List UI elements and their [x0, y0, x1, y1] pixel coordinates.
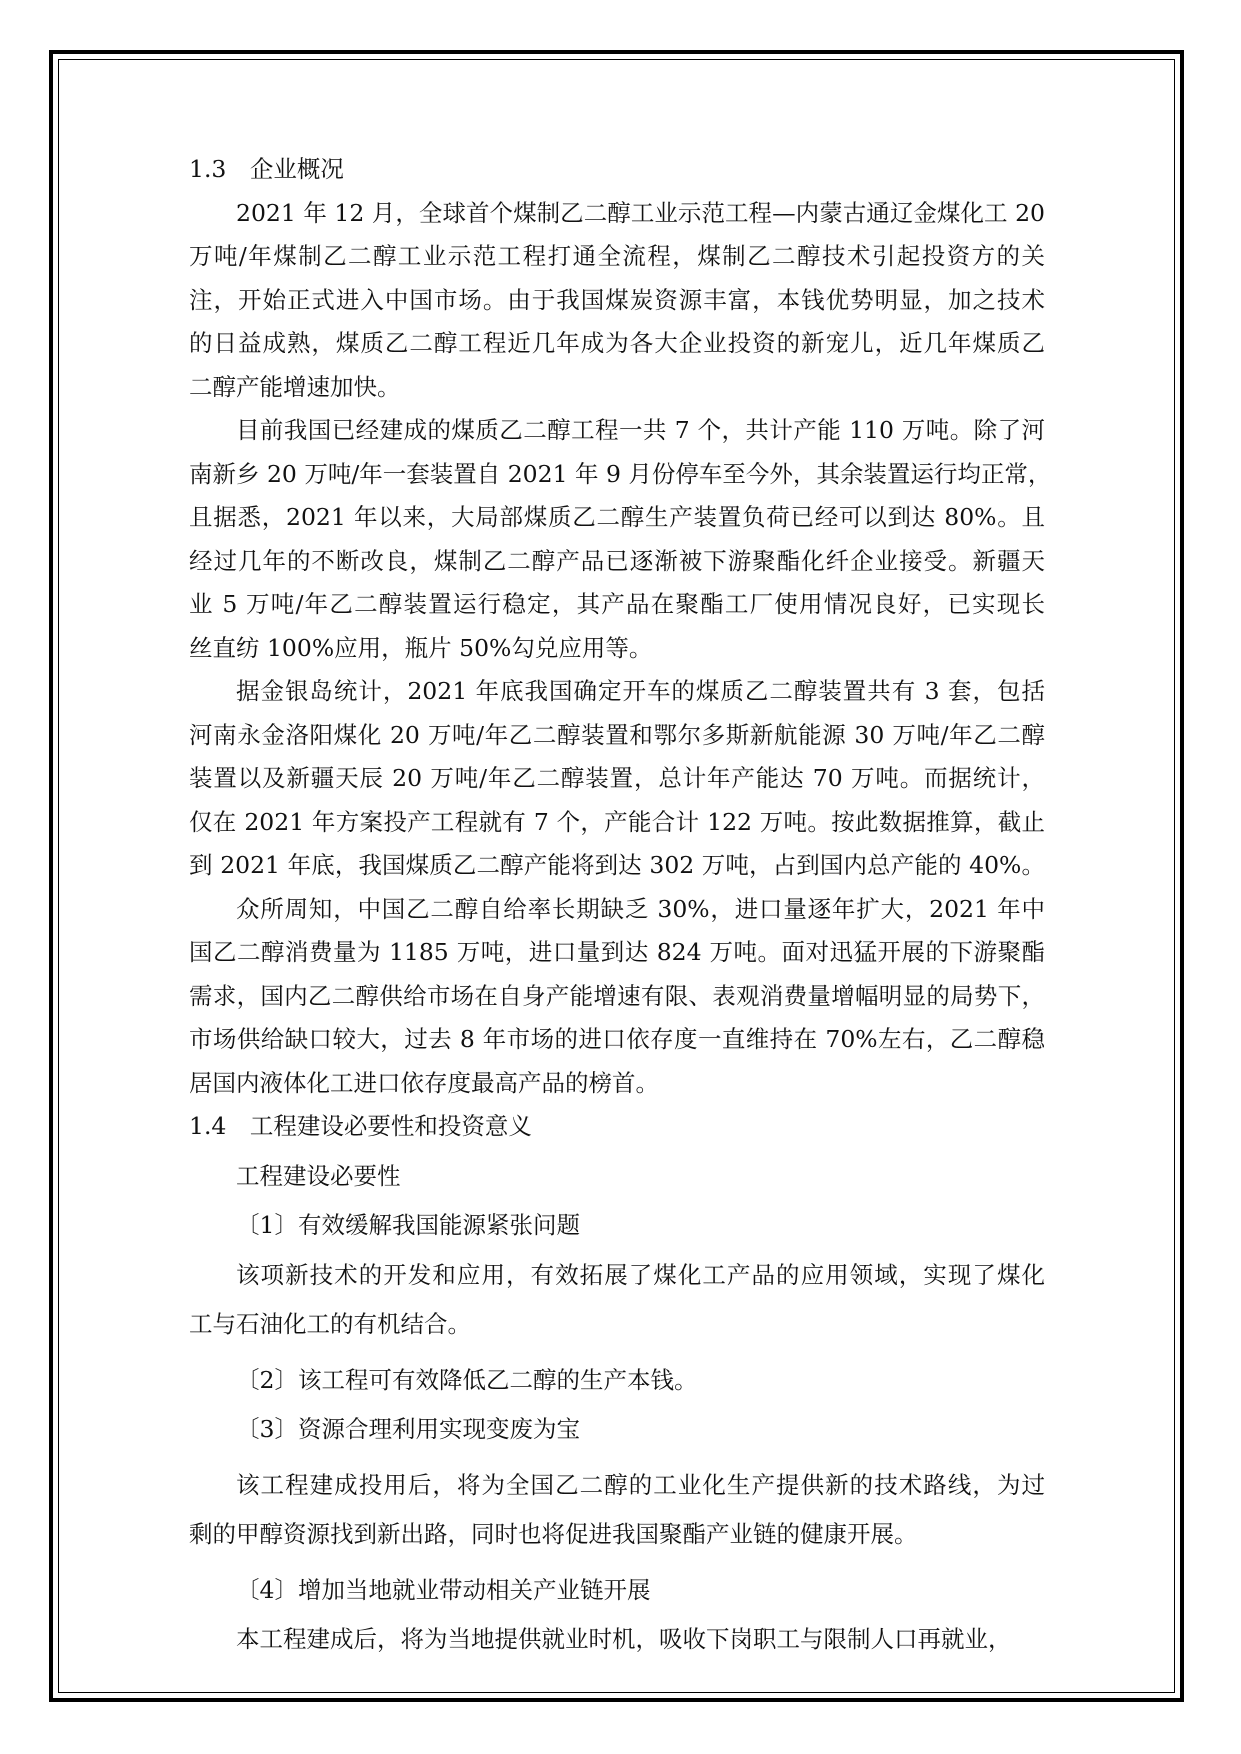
paragraph [189, 409, 1052, 670]
text-line: 业 5 万吨/年乙二醇装置运行稳定，其产品在聚酯工厂使用情况良好，已实现长 [189, 590, 1045, 618]
text-line: 万吨/年煤制乙二醇工业示范工程打通全流程，煤制乙二醇技术引起投资方的关 [189, 242, 1045, 270]
text-line: 国乙二醇消费量为 1185 万吨，进口量到达 824 万吨。面对迅猛开展的下游聚酯 [189, 938, 1045, 966]
text-line: 目前我国已经建成的煤质乙二醇工程一共 7 个，共计产能 110 万吨。除了河 [236, 416, 1045, 444]
item-title: 〔3〕资源合理利用实现变废为宝 [236, 1415, 580, 1443]
text-line: 仅在 2021 年方案投产工程就有 7 个，产能合计 122 万吨。按此数据推算，截止 [189, 807, 1045, 836]
text-line: 2021 年 12 月，全球首个煤制乙二醇工业示范工程—内蒙古通辽金煤化工 20 [236, 198, 1045, 227]
text-line: 市场供给缺口较大，过去 8 年市场的进口依存度一直维持在 70%左右，乙二醇稳 [189, 1025, 1045, 1053]
text-line: 的日益成熟，煤质乙二醇工程近几年成为各大企业投资的新宠儿，近几年煤质乙 [189, 329, 1045, 357]
section-heading: 1.3 企业概况 [189, 155, 344, 183]
document-body [189, 148, 1052, 1662]
item-title: 〔4〕增加当地就业带动相关产业链开展 [236, 1575, 651, 1604]
text-line: 剩的甲醇资源找到新出路，同时也将促进我国聚酯产业链的健康开展。 [189, 1520, 918, 1548]
text-line: 该项新技术的开发和应用，有效拓展了煤化工产品的应用领域，实现了煤化 [236, 1260, 1045, 1289]
text-line: 二醇产能增速加快。 [189, 372, 401, 401]
text-line: 众所周知，中国乙二醇自给率长期缺乏 30%，进口量逐年扩大，2021 年中 [236, 894, 1045, 923]
text-line: 丝直纺 100%应用，瓶片 50%勾兑应用等。 [189, 633, 653, 662]
text-line: 据金银岛统计，2021 年底我国确定开车的煤质乙二醇装置共有 3 套，包括 [236, 677, 1045, 705]
text-line: 注，开始正式进入中国市场。由于我国煤炭资源丰富，本钱优势明显，加之技术 [189, 285, 1045, 314]
paragraph [189, 888, 1045, 1106]
section-heading: 1.4 工程建设必要性和投资意义 [189, 1112, 532, 1140]
text-line: 南新乡 20 万吨/年一套装置自 2021 年 9 月份停车至今外，其余装置运行均正常， [189, 459, 1052, 488]
subheading: 工程建设必要性 [236, 1161, 401, 1190]
item-title: 〔2〕该工程可有效降低乙二醇的生产本钱。 [236, 1365, 698, 1394]
text-line: 居国内液体化工进口依存度最高产品的榜首。 [189, 1068, 659, 1097]
text-line: 本工程建成后，将为当地提供就业时机，吸收下岗职工与限制人口再就业， [236, 1625, 1012, 1653]
text-line: 装置以及新疆天辰 20 万吨/年乙二醇装置，总计年产能达 70 万吨。而据统计， [189, 764, 1045, 792]
text-line: 河南永金洛阳煤化 20 万吨/年乙二醇装置和鄂尔多斯新航能源 30 万吨/年乙二醇 [189, 720, 1045, 749]
text-line: 且据悉，2021 年以来，大局部煤质乙二醇生产装置负荷已经可以到达 80%。且 [189, 503, 1045, 531]
text-line: 经过几年的不断改良，煤制乙二醇产品已逐渐被下游聚酯化纤企业接受。新疆天 [189, 546, 1045, 575]
text-line: 到 2021 年底，我国煤质乙二醇产能将到达 302 万吨，占到国内总产能的 40%。 [189, 851, 1045, 879]
text-line: 该工程建成投用后，将为全国乙二醇的工业化生产提供新的技术路线，为过 [236, 1470, 1045, 1499]
paragraph [189, 192, 1045, 410]
text-line: 需求，国内乙二醇供给市场在自身产能增速有限、表观消费量增幅明显的局势下， [189, 981, 1045, 1010]
paragraph [189, 670, 1045, 888]
text-line: 工与石油化工的有机结合。 [189, 1310, 471, 1338]
item-title: 〔1〕有效缓解我国能源紧张问题 [236, 1211, 580, 1239]
